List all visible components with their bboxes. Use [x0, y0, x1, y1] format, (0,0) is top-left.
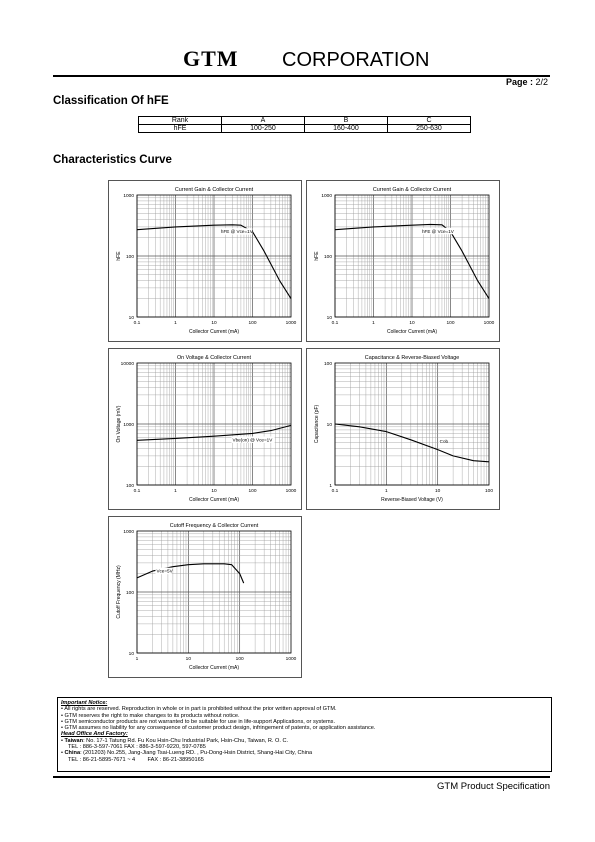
- x-tick-label: 100: [484, 489, 494, 494]
- page-number: [506, 77, 548, 87]
- chart-svg: [109, 517, 301, 677]
- x-tick-label: 10: [211, 321, 217, 326]
- notice-title: Important Notice:: [61, 700, 108, 706]
- x-tick-label: 100: [248, 321, 257, 326]
- hfe-classification-table: [138, 116, 471, 133]
- y-tick-label: 1000: [123, 194, 134, 199]
- x-axis-label: Collector Current (mA): [188, 329, 240, 335]
- taiwan-address: • Taiwan: No. 17-1 Tatung Rd. Fu Kou Hsin-Chu Industrial Park, Hsin-Chu, Taiwan, R. O. C.: [61, 737, 289, 744]
- series-annotation: hFE @ Vce=1V: [421, 228, 454, 234]
- x-axis-label: Collector Current (mA): [188, 497, 240, 503]
- series-line: [335, 424, 489, 462]
- x-tick-label: 1: [384, 489, 388, 494]
- chart-svg: [109, 349, 301, 509]
- y-tick-label: 1000: [123, 530, 134, 535]
- x-tick-label: 10: [211, 489, 217, 494]
- x-tick-label: 1000: [285, 657, 297, 662]
- y-axis-label: Capacitance (pF): [314, 404, 320, 444]
- table-header-cell: Rank: [139, 117, 222, 125]
- x-tick-label: 10: [409, 321, 415, 326]
- y-tick-label: 100: [323, 255, 332, 260]
- important-notice-box: [57, 697, 552, 772]
- y-axis-label: On Voltage (mV): [116, 405, 122, 443]
- corporation-title: CORPORATION: [282, 49, 430, 71]
- x-tick-label: 0.1: [331, 321, 339, 326]
- y-tick-label: 10: [128, 652, 134, 657]
- office-title: Head Office And Factory:: [61, 731, 128, 738]
- chart-svg: [307, 349, 499, 509]
- china-contact: TEL : 86-21-5895-7671 ~ 4 FAX : 86-21-38950165: [68, 756, 204, 763]
- y-tick-label: 10: [326, 316, 332, 321]
- table-cell: 160-400: [305, 125, 388, 133]
- chart-title: Cutoff Frequency & Collector Current: [169, 523, 259, 529]
- chart-capacitance: [306, 348, 500, 510]
- x-axis-label: Reverse-Biased Voltage (V): [381, 497, 443, 503]
- footer-spec: GTM Product Specification: [437, 781, 550, 792]
- notice-item: • All rights are reserved. Reproduction in whole or in part is prohibited without the prior written approval of GTM.: [61, 706, 337, 713]
- table-cell: 250-630: [388, 125, 471, 133]
- table-header-row: [139, 117, 471, 125]
- page-label: Page :: [506, 77, 534, 87]
- chart-title: Capacitance & Reverse-Biased Voltage: [364, 355, 460, 361]
- y-tick-label: 100: [125, 255, 134, 260]
- table-row: [139, 125, 471, 133]
- x-tick-label: 100: [446, 321, 455, 326]
- y-axis-label: Cutoff Frequency (MHz): [116, 565, 122, 619]
- table-cell: hFE: [139, 125, 222, 133]
- curves-heading: Characteristics Curve: [53, 154, 172, 166]
- x-tick-label: 0.1: [133, 489, 141, 494]
- footer-rule: [53, 776, 550, 778]
- brand-logo: GTM: [183, 46, 239, 71]
- series-annotation: Cob: [439, 438, 449, 444]
- x-tick-label: 1000: [285, 489, 297, 494]
- chart-current-gain-1: [108, 180, 302, 342]
- x-tick-label: 100: [248, 489, 257, 494]
- notice-item-text: All rights are reserved. Reproduction in whole or in part is prohibited without the prior written approval of GTM.: [64, 706, 337, 713]
- y-tick-label: 10000: [120, 362, 134, 367]
- x-tick-label: 100: [235, 657, 244, 662]
- x-axis-label: Collector Current (mA): [188, 665, 240, 671]
- y-tick-label: 1: [329, 484, 332, 489]
- notice-item: • GTM reserves the right to make changes to its products without notice.: [61, 712, 240, 719]
- taiwan-label: Taiwan: [64, 737, 84, 744]
- header-rule: [53, 75, 550, 77]
- y-tick-label: 100: [125, 591, 134, 596]
- series-annotation: hFE @ Vce=1V: [220, 229, 253, 235]
- notice-item-text: GTM assumes no liability for any consequence of customer product design, infringement of patents, or application assistance.: [64, 725, 376, 732]
- y-tick-label: 10: [128, 316, 134, 321]
- x-tick-label: 1: [174, 489, 177, 494]
- x-tick-label: 10: [185, 657, 192, 662]
- taiwan-address-text: : No. 17-1 Tatung Rd. Fu Kou Hsin-Chu Industrial Park, Hsin-Chu, Taiwan, R. O. C.: [83, 737, 289, 744]
- y-tick-label: 10: [326, 423, 332, 428]
- notice-item-text: GTM semiconductor products are not warranted to be suitable for use in life-support Applications, or systems.: [64, 718, 336, 725]
- chart-current-gain-2: [306, 180, 500, 342]
- y-axis-label: hFE: [314, 251, 320, 261]
- chart-title: On Voltage & Collector Current: [176, 355, 252, 361]
- x-tick-label: 0.1: [133, 321, 141, 326]
- x-tick-label: 0.1: [331, 489, 339, 494]
- y-tick-label: 100: [323, 362, 332, 367]
- chart-svg: [307, 181, 499, 341]
- notice-item: • GTM assumes no liability for any consequence of customer product design, infringement of patents, or application assistance.: [61, 725, 376, 732]
- x-axis-label: Collector Current (mA): [386, 329, 438, 335]
- table-header-cell: C: [388, 117, 471, 125]
- notice-item: • GTM semiconductor products are not warranted to be suitable for use in life-support Applications, or systems.: [61, 718, 336, 725]
- china-label: China: [64, 750, 81, 757]
- chart-cutoff-frequency: [108, 516, 302, 678]
- x-tick-label: 1000: [285, 321, 297, 326]
- y-axis-label: hFE: [116, 251, 122, 261]
- x-tick-label: 10: [434, 489, 441, 494]
- classification-heading: Classification Of hFE: [53, 95, 169, 107]
- page-value: 2/2: [535, 77, 549, 87]
- y-tick-label: 1000: [123, 423, 134, 428]
- x-tick-label: 1: [372, 321, 375, 326]
- chart-svg: [109, 181, 301, 341]
- y-tick-label: 100: [125, 484, 134, 489]
- chart-on-voltage: [108, 348, 302, 510]
- y-tick-label: 1000: [321, 194, 332, 199]
- table-cell: 100-250: [222, 125, 305, 133]
- china-address: • China: (201203) No.255, Jang-Jiang Tsai-Lueng RD. , Pu-Dong-Hsin District, Shang-Hai City, China: [61, 750, 313, 757]
- notice-item-text: GTM reserves the right to make changes to its products without notice.: [64, 712, 240, 719]
- x-tick-label: 1: [135, 657, 139, 662]
- china-address-text: : (201203) No.255, Jang-Jiang Tsai-Lueng RD. , Pu-Dong-Hsin District, Shang-Hai City, China: [80, 750, 313, 757]
- chart-title: Current Gain & Collector Current: [174, 187, 254, 193]
- series-annotation: Vce=5V: [156, 568, 173, 574]
- table-header-cell: B: [305, 117, 388, 125]
- table-header-cell: A: [222, 117, 305, 125]
- taiwan-contact: TEL : 886-3-597-7061 FAX : 886-3-597-9220, 597-0785: [68, 744, 206, 751]
- series-annotation: Vbe(on) @ Vce=1V: [232, 437, 273, 443]
- chart-title: Current Gain & Collector Current: [372, 187, 452, 193]
- x-tick-label: 1: [174, 321, 177, 326]
- x-tick-label: 1000: [483, 321, 495, 326]
